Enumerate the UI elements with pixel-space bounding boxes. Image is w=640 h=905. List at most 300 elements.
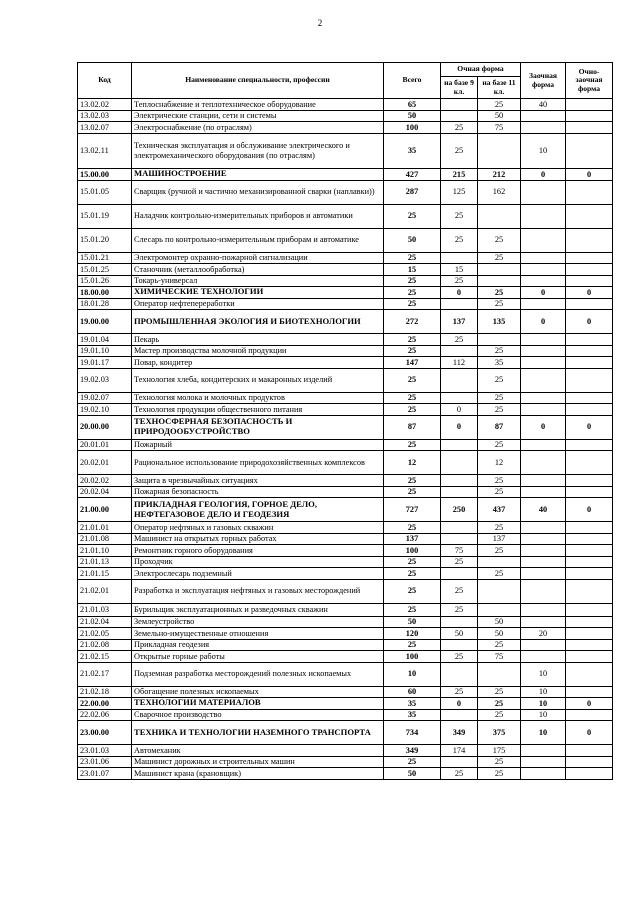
- cell-base-11: 12: [478, 451, 521, 475]
- cell-code: 18.01.28: [78, 298, 132, 310]
- cell-correspondence: [521, 522, 566, 534]
- table-row: [78, 556, 613, 568]
- cell-name: Прикладная геодезия: [132, 639, 384, 651]
- cell-total: 65: [384, 99, 441, 111]
- cell-total: 35: [384, 709, 441, 721]
- group-row: [78, 169, 613, 181]
- cell-name: Машинист крана (крановщик): [132, 768, 384, 780]
- table-row: [78, 579, 613, 603]
- table-row: [78, 357, 613, 369]
- cell-base-11: [478, 579, 521, 603]
- cell-name: Пожарный: [132, 439, 384, 451]
- cell-code: 15.01.20: [78, 228, 132, 252]
- group-row: [78, 698, 613, 710]
- cell-base-9: [441, 451, 478, 475]
- cell-base-9: [441, 533, 478, 545]
- cell-total: 727: [384, 498, 441, 522]
- cell-total: 272: [384, 310, 441, 334]
- cell-base-11: 175: [478, 745, 521, 757]
- table-row: [78, 475, 613, 487]
- cell-part-time: [566, 603, 613, 616]
- table-row: [78, 368, 613, 392]
- cell-correspondence: [521, 475, 566, 487]
- cell-name: Обогащение полезных ископаемых: [132, 686, 384, 698]
- cell-name: Проходчик: [132, 556, 384, 568]
- cell-base-11: [478, 662, 521, 686]
- cell-correspondence: 40: [521, 498, 566, 522]
- cell-base-9: 25: [441, 228, 478, 252]
- cell-base-11: 25: [478, 545, 521, 557]
- cell-base-9: 174: [441, 745, 478, 757]
- cell-total: 25: [384, 345, 441, 357]
- cell-base-11: 25: [478, 768, 521, 780]
- cell-correspondence: [521, 639, 566, 651]
- table-row: [78, 639, 613, 651]
- cell-name: Оператор нефтяных и газовых скважин: [132, 522, 384, 534]
- cell-total: 12: [384, 451, 441, 475]
- cell-total: 137: [384, 533, 441, 545]
- cell-total: 25: [384, 392, 441, 404]
- cell-code: 21.02.08: [78, 639, 132, 651]
- cell-part-time: [566, 180, 613, 204]
- cell-total: 25: [384, 486, 441, 498]
- cell-base-9: 75: [441, 545, 478, 557]
- table-row: [78, 756, 613, 768]
- cell-part-time: [566, 368, 613, 392]
- cell-part-time: [566, 275, 613, 287]
- cell-name: Подземная разработка месторождений полезных ископаемых: [132, 662, 384, 686]
- cell-base-9: 250: [441, 498, 478, 522]
- cell-total: 25: [384, 439, 441, 451]
- cell-base-11: 50: [478, 616, 521, 628]
- cell-base-9: 215: [441, 169, 478, 181]
- cell-code: 21.02.04: [78, 616, 132, 628]
- table-row: [78, 662, 613, 686]
- table-row: [78, 522, 613, 534]
- cell-base-9: 25: [441, 204, 478, 228]
- cell-total: 100: [384, 122, 441, 134]
- table-row: [78, 298, 613, 310]
- cell-base-9: 25: [441, 603, 478, 616]
- cell-base-11: 375: [478, 721, 521, 745]
- cell-base-9: 0: [441, 698, 478, 710]
- cell-name: Токарь-универсал: [132, 275, 384, 287]
- cell-base-11: 25: [478, 287, 521, 299]
- cell-name: Разработка и эксплуатация нефтяных и газовых месторождений: [132, 579, 384, 603]
- cell-total: 349: [384, 745, 441, 757]
- cell-correspondence: 0: [521, 287, 566, 299]
- cell-part-time: 0: [566, 169, 613, 181]
- table-row: [78, 204, 613, 228]
- cell-code: 20.02.04: [78, 486, 132, 498]
- cell-part-time: [566, 545, 613, 557]
- table-row: [78, 122, 613, 134]
- cell-name: Пекарь: [132, 334, 384, 346]
- cell-code: 15.01.21: [78, 252, 132, 264]
- cell-base-11: 162: [478, 180, 521, 204]
- cell-base-11: 25: [478, 522, 521, 534]
- specialties-table: [77, 62, 613, 780]
- cell-name: Техническая эксплуатация и обслуживание электрического и электромеханического оборудования (по отраслям): [132, 133, 384, 169]
- cell-base-9: 50: [441, 628, 478, 640]
- cell-name: Технология хлеба, кондитерских и макаронных изделий: [132, 368, 384, 392]
- cell-base-9: 0: [441, 287, 478, 299]
- cell-base-9: 25: [441, 579, 478, 603]
- cell-total: 25: [384, 404, 441, 416]
- cell-name: Машинист на открытых горных работах: [132, 533, 384, 545]
- cell-part-time: [566, 639, 613, 651]
- cell-total: 427: [384, 169, 441, 181]
- cell-correspondence: [521, 110, 566, 122]
- cell-code: 21.02.05: [78, 628, 132, 640]
- cell-correspondence: 10: [521, 709, 566, 721]
- cell-code: 15.01.26: [78, 275, 132, 287]
- cell-name: Защита в чрезвычайных ситуациях: [132, 475, 384, 487]
- cell-base-11: [478, 264, 521, 276]
- cell-code: 15.01.19: [78, 204, 132, 228]
- cell-part-time: [566, 122, 613, 134]
- cell-correspondence: 20: [521, 628, 566, 640]
- cell-base-9: 25: [441, 334, 478, 346]
- cell-correspondence: [521, 298, 566, 310]
- cell-correspondence: 10: [521, 686, 566, 698]
- cell-base-11: 25: [478, 709, 521, 721]
- cell-base-9: [441, 252, 478, 264]
- cell-total: 25: [384, 334, 441, 346]
- cell-base-11: 87: [478, 415, 521, 439]
- cell-total: 25: [384, 756, 441, 768]
- cell-correspondence: [521, 486, 566, 498]
- cell-correspondence: 0: [521, 310, 566, 334]
- cell-part-time: [566, 133, 613, 169]
- cell-part-time: [566, 745, 613, 757]
- table-row: [78, 133, 613, 169]
- cell-name: Бурильщик эксплуатационных и разведочных скважин: [132, 603, 384, 616]
- cell-code: 19.02.07: [78, 392, 132, 404]
- table-row: [78, 110, 613, 122]
- cell-correspondence: [521, 357, 566, 369]
- cell-base-11: 25: [478, 252, 521, 264]
- cell-code: 15.00.00: [78, 169, 132, 181]
- table-row: [78, 603, 613, 616]
- cell-base-11: 437: [478, 498, 521, 522]
- cell-correspondence: 10: [521, 721, 566, 745]
- cell-code: 21.01.15: [78, 568, 132, 580]
- cell-code: 21.00.00: [78, 498, 132, 522]
- cell-code: 20.02.02: [78, 475, 132, 487]
- cell-total: 147: [384, 357, 441, 369]
- cell-part-time: [566, 298, 613, 310]
- cell-name: Наладчик контрольно-измерительных приборов и автоматики: [132, 204, 384, 228]
- table-row: [78, 745, 613, 757]
- cell-total: 50: [384, 768, 441, 780]
- table-row: [78, 345, 613, 357]
- cell-base-9: [441, 709, 478, 721]
- cell-base-9: 137: [441, 310, 478, 334]
- cell-name: Электрические станции, сети и системы: [132, 110, 384, 122]
- cell-correspondence: [521, 545, 566, 557]
- cell-name: Машинист дорожных и строительных машин: [132, 756, 384, 768]
- cell-base-11: 25: [478, 392, 521, 404]
- cell-code: 21.01.01: [78, 522, 132, 534]
- cell-part-time: 0: [566, 498, 613, 522]
- cell-base-9: [441, 639, 478, 651]
- cell-correspondence: 40: [521, 99, 566, 111]
- cell-name: Мастер производства молочной продукции: [132, 345, 384, 357]
- cell-base-9: [441, 439, 478, 451]
- cell-part-time: [566, 651, 613, 663]
- cell-name: Электрослесарь подземный: [132, 568, 384, 580]
- cell-part-time: [566, 768, 613, 780]
- table-row: [78, 616, 613, 628]
- cell-correspondence: [521, 556, 566, 568]
- cell-correspondence: 0: [521, 169, 566, 181]
- group-row: [78, 498, 613, 522]
- cell-base-11: [478, 275, 521, 287]
- cell-code: 23.01.06: [78, 756, 132, 768]
- cell-correspondence: 0: [521, 415, 566, 439]
- cell-name: Автомеханик: [132, 745, 384, 757]
- cell-base-11: [478, 133, 521, 169]
- table-row: [78, 228, 613, 252]
- cell-correspondence: [521, 252, 566, 264]
- header-base-9: на базе 9 кл.: [441, 77, 478, 99]
- cell-base-11: 25: [478, 698, 521, 710]
- page-number: 2: [317, 18, 323, 28]
- cell-correspondence: [521, 204, 566, 228]
- cell-code: 19.02.03: [78, 368, 132, 392]
- cell-total: 25: [384, 252, 441, 264]
- cell-base-9: 349: [441, 721, 478, 745]
- cell-code: 20.02.01: [78, 451, 132, 475]
- cell-name: Технология молока и молочных продуктов: [132, 392, 384, 404]
- cell-correspondence: [521, 334, 566, 346]
- cell-base-9: 25: [441, 768, 478, 780]
- cell-name: Слесарь по контрольно-измерительным приборам и автоматике: [132, 228, 384, 252]
- cell-correspondence: [521, 533, 566, 545]
- cell-total: 50: [384, 110, 441, 122]
- cell-correspondence: [521, 228, 566, 252]
- table-row: [78, 275, 613, 287]
- cell-base-11: 25: [478, 368, 521, 392]
- cell-base-11: 35: [478, 357, 521, 369]
- cell-base-11: 25: [478, 475, 521, 487]
- cell-name: ТЕХНОЛОГИИ МАТЕРИАЛОВ: [132, 698, 384, 710]
- cell-base-9: 25: [441, 556, 478, 568]
- cell-part-time: [566, 628, 613, 640]
- cell-correspondence: [521, 275, 566, 287]
- cell-total: 25: [384, 275, 441, 287]
- cell-part-time: 0: [566, 698, 613, 710]
- cell-base-9: [441, 298, 478, 310]
- cell-correspondence: [521, 180, 566, 204]
- cell-code: 19.01.17: [78, 357, 132, 369]
- cell-base-11: 25: [478, 228, 521, 252]
- cell-base-9: [441, 110, 478, 122]
- cell-base-9: 25: [441, 686, 478, 698]
- cell-code: 15.01.25: [78, 264, 132, 276]
- cell-part-time: [566, 662, 613, 686]
- cell-base-9: [441, 486, 478, 498]
- cell-name: ПРОМЫШЛЕННАЯ ЭКОЛОГИЯ И БИОТЕХНОЛОГИИ: [132, 310, 384, 334]
- cell-code: 13.02.07: [78, 122, 132, 134]
- cell-name: ТЕХНИКА И ТЕХНОЛОГИИ НАЗЕМНОГО ТРАНСПОРТА: [132, 721, 384, 745]
- cell-code: 18.00.00: [78, 287, 132, 299]
- table-row: [78, 545, 613, 557]
- cell-total: 25: [384, 287, 441, 299]
- cell-part-time: [566, 568, 613, 580]
- cell-part-time: [566, 451, 613, 475]
- table-row: [78, 392, 613, 404]
- cell-part-time: [566, 264, 613, 276]
- cell-code: 19.02.10: [78, 404, 132, 416]
- cell-part-time: [566, 533, 613, 545]
- cell-name: Землеустройство: [132, 616, 384, 628]
- cell-base-11: [478, 204, 521, 228]
- cell-code: 23.01.07: [78, 768, 132, 780]
- table-row: [78, 568, 613, 580]
- cell-total: 734: [384, 721, 441, 745]
- cell-correspondence: [521, 651, 566, 663]
- cell-base-11: [478, 334, 521, 346]
- cell-base-11: 25: [478, 439, 521, 451]
- cell-base-11: 25: [478, 686, 521, 698]
- cell-base-11: 137: [478, 533, 521, 545]
- group-row: [78, 310, 613, 334]
- table-row: [78, 334, 613, 346]
- cell-total: 10: [384, 662, 441, 686]
- cell-base-9: [441, 368, 478, 392]
- cell-code: 19.01.10: [78, 345, 132, 357]
- cell-part-time: [566, 204, 613, 228]
- cell-total: 25: [384, 639, 441, 651]
- cell-base-9: 0: [441, 404, 478, 416]
- cell-base-11: 212: [478, 169, 521, 181]
- table-row: [78, 651, 613, 663]
- cell-base-11: 25: [478, 568, 521, 580]
- cell-base-11: [478, 603, 521, 616]
- cell-part-time: 0: [566, 721, 613, 745]
- cell-base-9: 112: [441, 357, 478, 369]
- table-row: [78, 180, 613, 204]
- cell-correspondence: [521, 756, 566, 768]
- cell-part-time: [566, 579, 613, 603]
- cell-part-time: 0: [566, 415, 613, 439]
- cell-correspondence: 10: [521, 133, 566, 169]
- cell-code: 22.02.06: [78, 709, 132, 721]
- cell-base-11: 25: [478, 486, 521, 498]
- cell-base-11: 75: [478, 651, 521, 663]
- header-base-11: на базе 11 кл.: [478, 77, 521, 99]
- cell-base-9: [441, 756, 478, 768]
- table-body: [78, 99, 613, 780]
- cell-part-time: [566, 228, 613, 252]
- table-row: [78, 451, 613, 475]
- header-part-time: Очно-заочная форма: [566, 63, 613, 99]
- cell-correspondence: [521, 264, 566, 276]
- table-row: [78, 768, 613, 780]
- cell-part-time: [566, 392, 613, 404]
- cell-base-11: 25: [478, 345, 521, 357]
- cell-base-9: [441, 475, 478, 487]
- cell-correspondence: [521, 368, 566, 392]
- cell-base-9: 0: [441, 415, 478, 439]
- cell-code: 15.01.05: [78, 180, 132, 204]
- cell-name: ХИМИЧЕСКИЕ ТЕХНОЛОГИИ: [132, 287, 384, 299]
- cell-part-time: [566, 439, 613, 451]
- cell-base-9: [441, 662, 478, 686]
- cell-base-9: [441, 616, 478, 628]
- cell-base-9: 25: [441, 122, 478, 134]
- cell-correspondence: [521, 404, 566, 416]
- cell-code: 21.01.03: [78, 603, 132, 616]
- cell-total: 25: [384, 298, 441, 310]
- cell-part-time: [566, 404, 613, 416]
- cell-correspondence: [521, 439, 566, 451]
- cell-base-11: 25: [478, 404, 521, 416]
- cell-base-9: [441, 392, 478, 404]
- table-row: [78, 264, 613, 276]
- cell-base-11: 75: [478, 122, 521, 134]
- cell-correspondence: 10: [521, 662, 566, 686]
- cell-part-time: 0: [566, 310, 613, 334]
- cell-name: ТЕХНОСФЕРНАЯ БЕЗОПАСНОСТЬ И ПРИРОДООБУСТРОЙСТВО: [132, 415, 384, 439]
- cell-name: Технология продукции общественного питания: [132, 404, 384, 416]
- cell-total: 25: [384, 556, 441, 568]
- cell-total: 100: [384, 545, 441, 557]
- cell-name: Рациональное использование природохозяйственных комплексов: [132, 451, 384, 475]
- cell-name: Станочник (металлообработка): [132, 264, 384, 276]
- cell-part-time: [566, 99, 613, 111]
- cell-total: 87: [384, 415, 441, 439]
- cell-base-9: [441, 345, 478, 357]
- cell-correspondence: [521, 579, 566, 603]
- cell-base-9: 25: [441, 651, 478, 663]
- cell-code: 21.01.13: [78, 556, 132, 568]
- cell-part-time: 0: [566, 287, 613, 299]
- cell-base-11: 25: [478, 99, 521, 111]
- cell-base-9: [441, 99, 478, 111]
- cell-correspondence: [521, 451, 566, 475]
- cell-name: Электромонтер охранно-пожарной сигнализации: [132, 252, 384, 264]
- cell-correspondence: [521, 122, 566, 134]
- cell-correspondence: [521, 392, 566, 404]
- cell-total: 25: [384, 368, 441, 392]
- cell-code: 13.02.02: [78, 99, 132, 111]
- group-row: [78, 287, 613, 299]
- cell-part-time: [566, 357, 613, 369]
- cell-correspondence: [521, 616, 566, 628]
- cell-name: Теплоснабжение и теплотехническое оборудование: [132, 99, 384, 111]
- cell-total: 35: [384, 133, 441, 169]
- cell-base-9: [441, 522, 478, 534]
- group-row: [78, 415, 613, 439]
- cell-part-time: [566, 616, 613, 628]
- cell-base-11: 135: [478, 310, 521, 334]
- cell-total: 100: [384, 651, 441, 663]
- cell-correspondence: [521, 768, 566, 780]
- cell-total: 25: [384, 522, 441, 534]
- cell-total: 25: [384, 579, 441, 603]
- cell-name: Повар, кондитер: [132, 357, 384, 369]
- cell-total: 50: [384, 228, 441, 252]
- cell-total: 25: [384, 475, 441, 487]
- cell-base-11: 25: [478, 756, 521, 768]
- table-row: [78, 709, 613, 721]
- cell-base-11: 50: [478, 110, 521, 122]
- cell-total: 25: [384, 603, 441, 616]
- cell-code: 21.02.15: [78, 651, 132, 663]
